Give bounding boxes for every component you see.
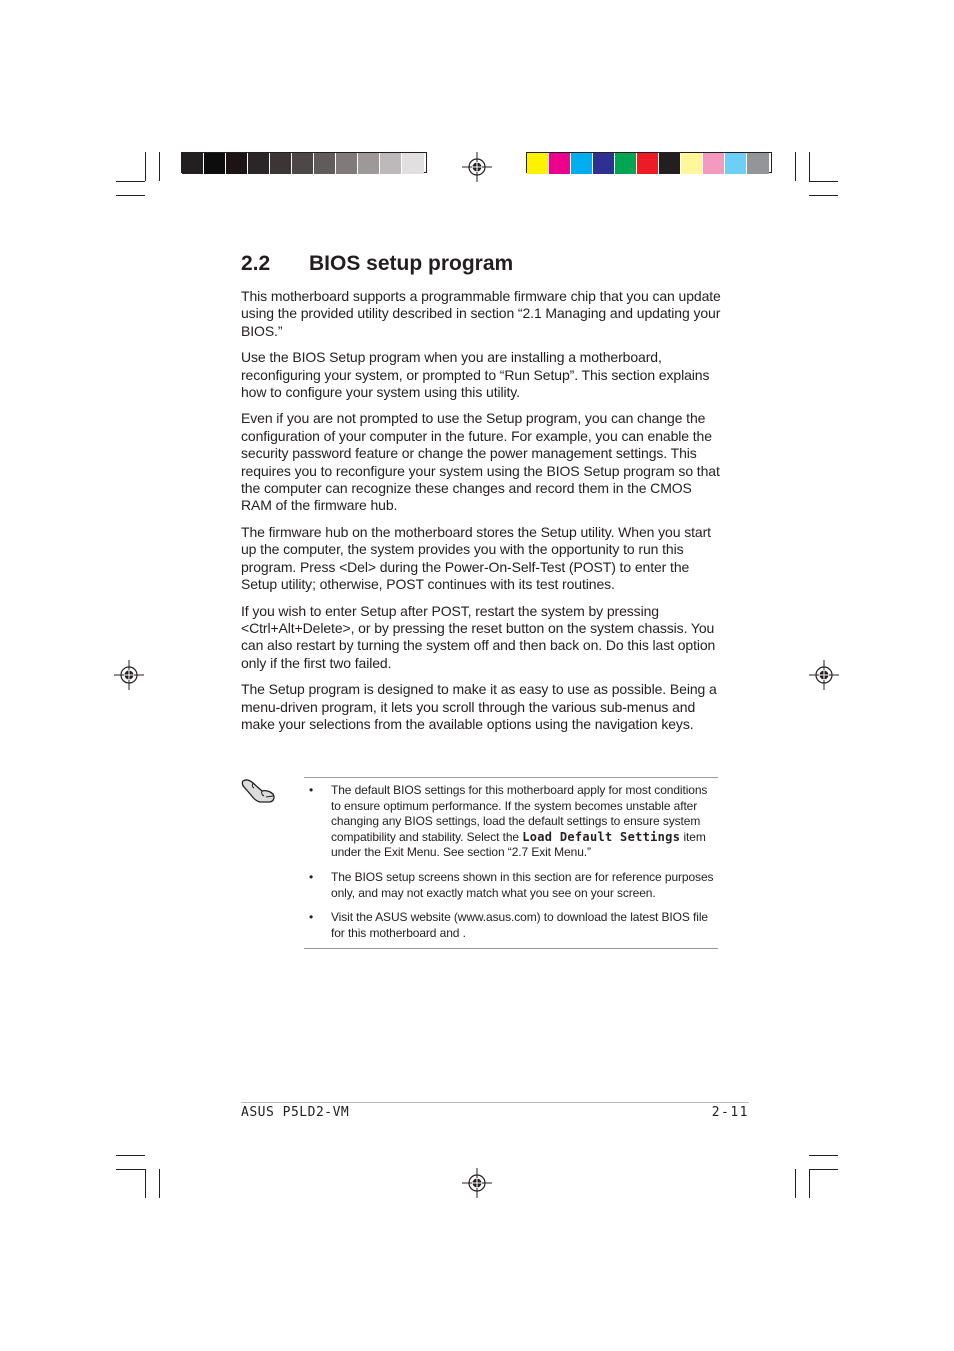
color-swatch [336,153,358,174]
section-number: 2.2 [241,252,271,275]
grayscale-calibration-bar [181,152,427,173]
paragraph: This motherboard supports a programmable firmware chip that you can update using the provided utility described in section “2.1 Managing and updating your BIOS.” [241,288,721,339]
color-swatch [659,153,681,174]
color-swatch [402,153,424,174]
crop-mark [795,152,796,181]
color-swatch [637,153,659,174]
color-swatch [380,153,402,174]
crop-mark [116,1169,145,1170]
color-calibration-bar [526,152,772,173]
crop-mark [116,181,145,182]
registration-mark-icon [462,1168,492,1198]
crop-mark [116,195,145,196]
registration-mark-icon [462,152,492,182]
crop-mark [809,1155,838,1156]
section-title: BIOS setup program [309,252,514,275]
bullet: • [309,869,314,884]
registration-mark-icon [114,660,144,690]
color-swatch [204,153,226,174]
color-swatch [182,153,204,174]
registration-mark-icon [809,660,839,690]
crop-mark [159,152,160,181]
crop-mark [809,152,810,181]
note-box [304,777,718,949]
note-text: The BIOS setup screens shown in this section are for reference purposes only, and may not exactly match what you see on your screen. [331,869,714,900]
note-text: Visit the ASUS website (www.asus.com) to download the latest BIOS file for this motherboard and . [331,910,708,940]
color-swatch [571,153,593,174]
note-text: The default BIOS settings for this motherboard apply for most conditions to ensure optimum performance. If the system becomes unstable after changing any BIOS settings, load the default settings to ensure system compatibility and stability. Select the [331,783,708,844]
color-swatch [314,153,336,174]
color-swatch [747,153,769,174]
color-swatch [248,153,270,174]
crop-mark [145,152,146,181]
crop-mark [116,1155,145,1156]
crop-mark [809,1169,838,1170]
color-swatch [527,153,549,174]
bullet: • [309,910,314,925]
crop-mark [159,1169,160,1198]
section-heading [241,252,513,276]
paragraph: The Setup program is designed to make it as easy to use as possible. Being a menu-driven program, it lets you scroll through the various sub-menus and make your selections from the available options using the navigation keys. [241,681,717,732]
color-swatch [226,153,248,174]
crop-mark [145,1169,146,1198]
color-swatch [703,153,725,174]
color-swatch [681,153,703,174]
crop-mark [809,1169,810,1198]
note-text: item under the Exit Menu. See section “2.7 Exit Menu.” [331,829,706,860]
paragraph: Use the BIOS Setup program when you are installing a motherboard, reconfiguring your system, or prompted to “Run Setup”. This section explains how to configure your system using this utility. [241,349,710,401]
footer-rule [241,1102,749,1103]
color-swatch [292,153,314,174]
body-text [241,288,721,742]
note-item [304,870,718,901]
crop-mark [809,195,838,196]
menu-item-emphasis: Load Default Settings [522,829,681,844]
crop-mark [795,1169,796,1198]
color-swatch [615,153,637,174]
footer-page-number: 2-11 [711,1105,749,1120]
note-item [304,910,718,941]
note-item [304,783,718,861]
color-swatch [725,153,747,174]
hand-note-icon [240,775,280,805]
color-swatch [358,153,380,174]
crop-mark [809,181,838,182]
paragraph: Even if you are not prompted to use the Setup program, you can change the configuration of your computer in the future. For example, you can enable the security password feature or change the power management settings. This requires you to reconfigure your system using the BIOS Setup program so that the computer can recognize these changes and record them in the CMOS RAM of the firmware hub. [241,410,720,514]
paragraph: The firmware hub on the motherboard stores the Setup utility. When you start up the computer, the system provides you with the opportunity to run this program. Press <Del> during the Power-On-Self-Test (POST) to enter the Setup utility; otherwise, POST continues with its test routines. [241,523,711,593]
color-swatch [549,153,571,174]
color-swatch [270,153,292,174]
bullet: • [309,783,314,797]
paragraph: If you wish to enter Setup after POST, restart the system by pressing <Ctrl+Alt+Delete>, or by pressing the reset button on the system chassis. You can also restart by turning the system off and then back on. Do this last option only if the first two failed. [241,602,716,671]
color-swatch [593,153,615,174]
footer-product-name: ASUS P5LD2-VM [241,1105,350,1120]
